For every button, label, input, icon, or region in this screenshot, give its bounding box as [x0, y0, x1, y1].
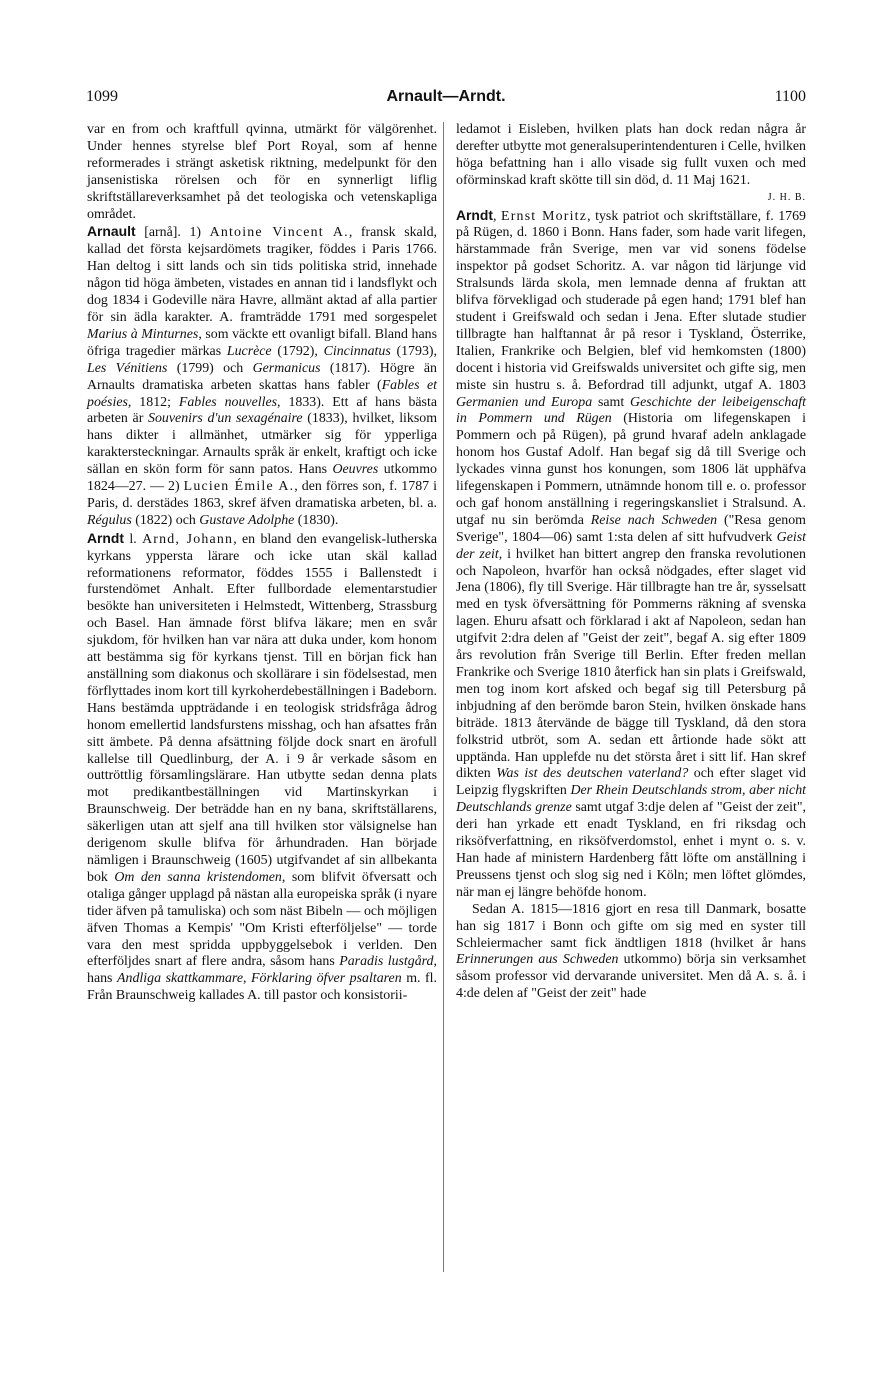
- work-title: Geist der zeit: [456, 529, 806, 562]
- work-title: Erinnerungen aus Schweden: [456, 952, 619, 968]
- work-title: Régulus: [87, 512, 132, 528]
- headword-arndt: Arndt: [456, 206, 494, 223]
- work-title: Förklaring öfver psaltaren: [251, 971, 402, 987]
- headword-arnault: Arnault: [87, 223, 136, 240]
- work-title: Fables et poésies: [87, 377, 437, 410]
- work-title: Oeuvres: [332, 462, 379, 478]
- person-name: Ernst Moritz: [501, 208, 588, 224]
- right-column: [456, 122, 806, 1003]
- work-title: Geschichte der leibeigenschaft in Pommern und Rügen: [456, 394, 806, 427]
- left-column: [87, 122, 437, 1005]
- work-title: Gustave Adolphe: [199, 512, 295, 528]
- entry-arndt-johann: Arndt l. Arnd, Johann, en bland den evangelisk-lutherska kyrkans yppersta lärare och icke utan skäl kallad reformationens reformator, föddes 1555 i Ballenstedt i furstendömet Anhalt. Efter fullbordade elementarstudier besökte han universiteten i Helmstedt, Wittenberg, Strassburg och Basel. Han ämnade först blifva läkare; men en svår sjukdom, för hvilken han var nära att duka under, kom honom att bestämma sig för kyrkans tjenst. Till en början fick han anställning som diakonus och skollärare i sin födelsestad, men förflyttades inom kort till kyrkoherdebeställningen i Badeborn. Hans bestämda uppträdande i en teologisk stridsfråga ådrog honom emellertid landsfurstens misshag, och han afsattes från sitt ämbete. På denna afsättning följde dock snart en ärofull kallelse till Quedlinburg, der A. i 9 år verkade såsom en outtröttlig församlingslärare. Han utbytte sedan denna plats mot predikantbeställningen vid Martinskyrkan i Braunschweig. Der beträdde han en ny bana, skriftställarens, säkerligen utan att sjelf ana till hvilken stor välsignelse han derigenom skulle blifva för århundraden. Han började nämligen i Braunschweig (1605) utgifvandet af sin allbekanta bok Om den sanna kristendomen, som blifvit öfversatt och otaliga gånger upplagd på nästan alla europeiska språk (i nyare tider äfven på tamuliska) och som näst Bibeln — och möjligen äfven Thomas a Kempis' "Om Kristi efterföljelse" — torde vara den mest spridda uppbyggelsebok i verlden. Den efterföljdes snart af flere andra, såsom hans Paradis lustgård, hans Andliga skattkammare, Förklaring öfver psaltaren m. fl. Från Braunschweig kallades A. till pastor och konsistorii-: [87, 529, 437, 1004]
- headword-arndt: Arndt: [87, 529, 125, 546]
- work-title: Les Vénitiens: [87, 360, 168, 376]
- work-title: Reise nach Schweden: [590, 512, 718, 528]
- work-title: Der Rhein Deutschlands strom, aber nicht Deutschlands grenze: [456, 783, 806, 816]
- right-page-number: 1100: [774, 88, 806, 105]
- person-name: Arnd, Johann: [142, 531, 234, 547]
- person-name: Antoine Vincent A.: [209, 225, 349, 241]
- entry-arnault: Arnault [arnå]. 1) Antoine Vincent A., fransk skald, kallad det första kejsardömets tragiker, föddes i Paris 1766. Han deltog i sitt lands och sin tids politiska strid, innehade någon tid höga ämbeten, vistades en annan tid i landsflykt och dog 1834 i Godeville nära Havre, allmänt aktad af alla partier för sin ädla karakter. A. framträdde 1791 med sorgespelet Marius à Minturnes, som väckte ett ovanligt bifall. Bland hans öfriga tragedier märkas Lucrèce (1792), Cincinnatus (1793), Les Vénitiens (1799) och Germanicus (1817). Högre än Arnaults dramatiska arbeten skattas hans fabler (Fables et poésies, 1812; Fables nouvelles, 1833). Ett af hans bästa arbeten är Souvenirs d'un sexagénaire (1833), hvilket, liksom hans dikter i allmänhet, utmärker sig för ypperliga karaktersteckningar. Arnaults språk är enkelt, kraftigt och icke sällan en skön form för sann patos. Hans Oeuvres utkommo 1824—27. — 2) Lucien Émile A., den förres son, f. 1787 i Paris, d. derstädes 1863, skref äfven dramatiska arbeten, bl. a. Régulus (1822) och Gustave Adolphe (1830).: [87, 223, 438, 528]
- work-title: Was ist des deutschen vaterland?: [496, 766, 689, 782]
- work-title: Lucrèce: [226, 343, 272, 359]
- left-page-number: 1099: [86, 88, 118, 105]
- work-title: Germanicus: [252, 360, 321, 376]
- work-title: Marius à Minturnes: [87, 326, 199, 342]
- work-title: Fables nouvelles: [178, 394, 278, 410]
- work-title: Souvenirs d'un sexagénaire: [148, 411, 303, 427]
- author-signature: J. H. B.: [767, 191, 806, 203]
- entry-continuation: ledamot i Eisleben, hvilken plats han dock redan några år derefter utbytte mot generalsuperintendenturen i Celle, hvilken höga befattning han i allo visade sig fullt vuxen och med oförminskad kraft skötte till sin död, d. 11 Maj 1621.: [456, 122, 806, 188]
- entry-arndt-ernst: Arndt, Ernst Moritz, tysk patriot och skriftställare, f. 1769 på Rügen, d. 1860 i Bonn. Hans fader, som hade varit lifegen, härstammade från Sverige, men var vid sonens födelse inspektor på godset Schoritz. A. var någon tid lärjunge vid Stralsunds lärda skola, men lemnade denna af fruktan att blifva förvekligad och studerade på egen hand; 1791 blef han student i Greifswald och sedan i Jena. Efter slutade studier tillbragte han halftannat år på resor i Tyskland, Österrike, Italien, Frankrike och Belgien, blef vid hemkomsten (1800) docent i historia vid Greifswalds universitet och gifte sig, men miste sin hustru s. å. Befordrad till adjunkt, utgaf A. 1803 Germanien und Europa samt Geschichte der leibeigenschaft in Pommern und Rügen (Historia om lifegenskapen i Pommern och på Rügen), på grund hvaraf adeln anklagade honom hos Gustaf Adolf. Han begaf sig då till Sverige och lyckades vinna gunst hos konungen, som 1806 lät upphäfva lifegenskapen i Pommern, utnämnde honom till e. o. professor och gaf honom anställning i regeringskansliet i Stralsund. A. utgaf nu sin berömda Reise nach Schweden ("Resa genom Sverige", 1804—06) samt 1:sta delen af sitt hufvudverk Geist der zeit, i hvilket han bittert angrep den franska revolutionen och Napoleon, hvarför han också nödgades, efter slaget vid Jena (1806), fly till Sverige. Här tillbragte han tre år, sysselsatt med en tysk öfversättning för Pommerns räkning af svenska lagen. Ehuru afsatt och förklarad i akt af Napoleon, sedan han utgifvit 2:dra delen af "Geist der zeit", begaf A. sig efter 1809 års revolution från Sverige till Berlin. Efter freden mellan Frankrike och Sverige 1810 återfick han sin plats i Greifswald, men tog inom kort afsked och begaf sig till Petersburg på inbjudning af den berömde baron Stein, hvilken önskade hans biträde. 1813 återvände de bägge till Tyskland, då den stora folkstrid utbröt, som A. sedan ett årtionde hade sökt att upptända. Han upplefde nu det största året i sitt lif. Han skref dikten Was ist des deutschen vaterland? och efter slaget vid Leipzig flygskriften Der Rhein Deutschlands strom, aber nicht Deutschlands grenze samt utgaf 3:dje delen af "Geist der zeit", deri han yrkade ett enadt Tyskland, en fri riksdag och riksöfverfattning, en riksöfverdomstol, enhet i mynt o. s. v. Han hade af ministern Hardenberg fått löfte om anställning i Preussens tjenst och slog sig ned i Köln; men löftet glömdes, när man ej längre behöfde honom.: [456, 206, 807, 900]
- running-title: Arnault—Arndt.: [386, 88, 506, 105]
- entry-paragraph: Sedan A. 1815—1816 gjort en resa till Danmark, bosatte han sig 1817 i Bonn och gifte om sig med en syster till Schleiermacher samt fick ändtligen 1818 (hvilket år hans Erinnerungen aus Schweden utkommo) börja sin verksamhet såsom professor vid dervarande universitet. Men då A. s. å. i 4:de delen af "Geist der zeit" hade: [456, 901, 806, 1002]
- entry-continuation: var en from och kraftfull qvinna, utmärkt för välgörenhet. Under hennes styrelse blef Port Royal, som af henne reformerades i strängt asketisk riktning, medelpunkt för den jansenistiska rörelsen och för en synnerligt liflig skriftställareverksamhet på det teologiska och vetenskapliga området.: [87, 122, 437, 222]
- work-title: Andliga skattkammare: [117, 971, 243, 987]
- column-divider: [443, 122, 444, 1272]
- work-title: Paradis lustgård: [339, 954, 434, 970]
- page-header: [86, 88, 806, 112]
- person-name: Lucien Émile A.: [183, 479, 295, 495]
- work-title: Cincinnatus: [323, 343, 391, 359]
- work-title: Germanien und Europa: [456, 394, 593, 410]
- work-title: Om den sanna kristendomen: [114, 869, 282, 885]
